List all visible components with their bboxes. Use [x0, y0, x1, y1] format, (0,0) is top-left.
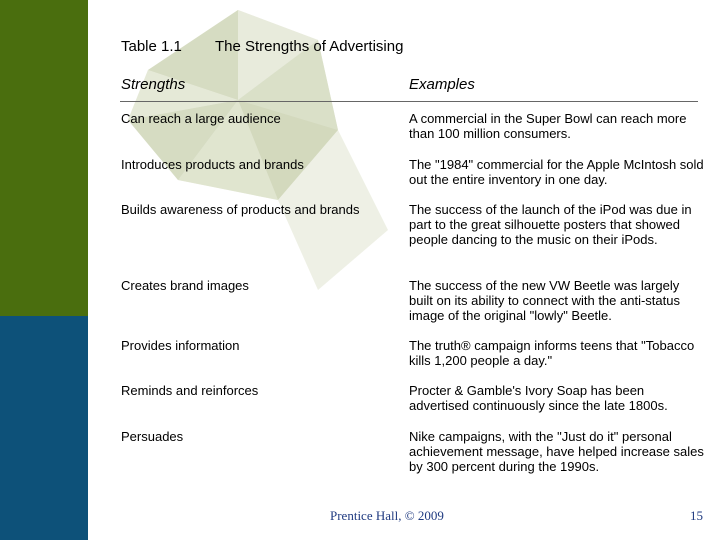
example-cell: Nike campaigns, with the "Just do it" personal achievement message, have helped increase sales by 300 percent during the 1990s.	[409, 429, 704, 474]
header-divider	[120, 101, 698, 102]
example-cell: The success of the new VW Beetle was largely built on its ability to connect with the anti-status image of the original "lowly" Beetle.	[409, 278, 680, 323]
table-title-text: The Strengths of Advertising	[215, 38, 404, 55]
strength-cell: Can reach a large audience	[121, 111, 281, 126]
page-number: 15	[690, 508, 703, 523]
example-cell: A commercial in the Super Bowl can reach more than 100 million consumers.	[409, 111, 687, 141]
strength-cell: Builds awareness of products and brands	[121, 202, 360, 217]
column-header-strengths: Strengths	[121, 76, 186, 93]
left-band-green	[0, 0, 88, 316]
footer-credit: Prentice Hall, © 2009	[330, 508, 444, 523]
example-cell: Procter & Gamble's Ivory Soap has been advertised continuously since the late 1800s.	[409, 383, 668, 413]
example-cell: The success of the launch of the iPod was due in part to the great silhouette posters that showed people dancing to the music on their iPods.	[409, 202, 692, 247]
strength-cell: Persuades	[121, 429, 184, 444]
table-title	[121, 38, 403, 55]
left-band-blue	[0, 316, 88, 540]
strength-cell: Introduces products and brands	[121, 157, 304, 172]
example-cell: The truth® campaign informs teens that "Tobacco kills 1,200 people a day."	[409, 338, 695, 368]
table-number: Table 1.1	[121, 38, 182, 55]
example-cell: The "1984" commercial for the Apple McIntosh sold out the entire inventory in one day.	[409, 157, 704, 187]
strength-cell: Reminds and reinforces	[121, 383, 259, 398]
strength-cell: Provides information	[121, 338, 240, 353]
strength-cell: Creates brand images	[121, 278, 249, 293]
column-header-examples: Examples	[409, 76, 475, 93]
